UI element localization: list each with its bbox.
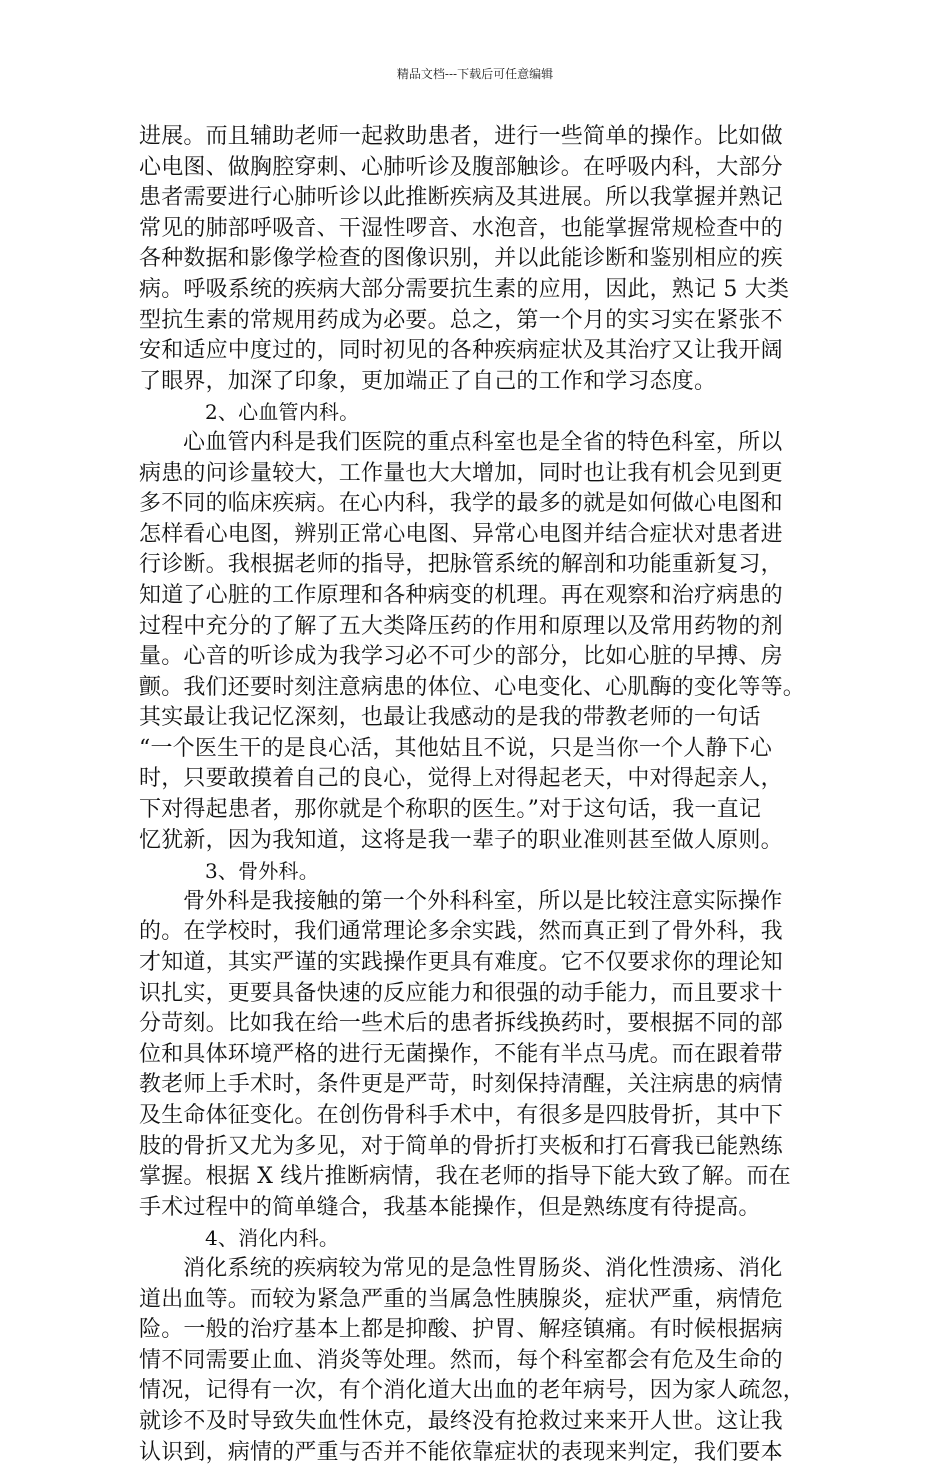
text-line: “一个医生干的是良心活，其他姑且不说，只是当你一个人静下心 [139,735,773,761]
text-line: 情不同需要止血、消炎等处理。然而，每个科室都会有危及生命的 [139,1347,783,1373]
text-line: 道出血等。而较为紧急严重的当属急性胰腺炎，症状严重，病情危 [139,1286,783,1312]
text-line: 位和具体环境严格的进行无菌操作，不能有半点马虎。而在跟着带 [139,1041,783,1067]
section-heading: 3、骨外科。 [205,859,319,884]
text-line: 肢的骨折又尤为多见，对于简单的骨折打夹板和打石膏我已能熟练 [139,1133,783,1159]
text-line: 量。心音的听诊成为我学习必不可少的部分，比如心脏的早搏、房 [139,644,783,670]
text-line: 手术过程中的简单缝合，我基本能操作，但是熟练度有待提高。 [139,1194,761,1220]
text-line: 怎样看心电图，辨别正常心电图、异常心电图并结合症状对患者进 [139,521,783,547]
text-line: 教老师上手术时，条件更是严苛，时刻保持清醒，关注病患的病情 [139,1072,783,1098]
page-header: 精品文档---下载后可任意编辑 [396,67,554,81]
text-line: 消化系统的疾病较为常见的是急性胃肠炎、消化性溃疡、消化 [183,1255,783,1281]
text-line: 过程中充分的了解了五大类降压药的作用和原理以及常用药物的剂 [139,613,783,639]
section-heading: 2、心血管内科。 [205,400,360,425]
text-line: 安和适应中度过的，同时初见的各种疾病症状及其治疗又让我开阔 [139,338,783,364]
text-line: 就诊不及时导致失血性休克，最终没有抢救过来来开人世。这让我 [139,1408,783,1434]
document-body [139,122,829,1468]
text-line: 心血管内科是我们医院的重点科室也是全省的特色科室，所以 [183,429,783,455]
text-line: 病患的问诊量较大，工作量也大大增加，同时也让我有机会见到更 [139,460,783,486]
text-line: 识扎实，更要具备快速的反应能力和很强的动手能力，而且要求十 [139,980,783,1006]
text-line: 颤。我们还要时刻注意病患的体位、心电变化、心肌酶的变化等等。 [139,674,806,700]
section-heading: 4、消化内科。 [205,1226,340,1251]
text-line: 忆犹新，因为我知道，这将是我一辈子的职业准则甚至做人原则。 [139,827,783,853]
text-line: 下对得起患者，那你就是个称职的医生。”对于这句话，我一直记 [139,797,762,823]
text-line: 险。一般的治疗基本上都是抑酸、护胃、解痉镇痛。有时候根据病 [139,1317,783,1343]
text-line: 了眼界，加深了印象，更加端正了自己的工作和学习态度。 [139,368,717,394]
text-line: 及生命体征变化。在创伤骨科手术中，有很多是四肢骨折，其中下 [139,1103,783,1128]
text-line: 才知道，其实严谨的实践操作更具有难度。它不仅要求你的理论知 [139,950,783,976]
text-line: 各种数据和影像学检查的图像识别，并以此能诊断和鉴别相应的疾 [139,246,783,272]
text-line: 认识到，病情的严重与否并不能依靠症状的表现来判定，我们要本 [139,1439,783,1465]
text-line: 进展。而且辅助老师一起救助患者，进行一些简单的操作。比如做 [139,124,783,149]
text-line: 型抗生素的常规用药成为必要。总之，第一个月的实习实在紧张不 [139,307,783,333]
text-line: 情况，记得有一次，有个消化道大出血的老年病号，因为家人疏忽， [139,1378,806,1404]
text-line: 心电图、做胸腔穿刺、心肺听诊及腹部触诊。在呼吸内科，大部分 [139,154,783,180]
text-line: 常见的肺部呼吸音、干湿性啰音、水泡音，也能掌握常规检查中的 [139,215,783,241]
text-line: 骨外科是我接触的第一个外科科室，所以是比较注意实际操作 [183,888,783,914]
text-line: 时，只要敢摸着自己的良心，觉得上对得起老天，中对得起亲人， [139,766,783,792]
text-line: 病。呼吸系统的疾病大部分需要抗生素的应用，因此，熟记 5 大类 [139,276,790,302]
text-line: 其实最让我记忆深刻，也最让我感动的是我的带教老师的一句话 [139,705,761,731]
text-line: 行诊断。我根据老师的指导，把脉管系统的解剖和功能重新复习， [139,552,783,578]
text-line: 分苛刻。比如我在给一些术后的患者拆线换药时，要根据不同的部 [139,1011,783,1037]
text-line: 多不同的临床疾病。在心内科，我学的最多的就是如何做心电图和 [139,491,783,517]
text-line: 的。在学校时，我们通常理论多余实践，然而真正到了骨外科，我 [139,919,783,945]
text-line: 知道了心脏的工作原理和各种病变的机理。再在观察和治疗病患的 [139,582,783,608]
text-line: 掌握。根据 X 线片推断病情，我在老师的指导下能大致了解。而在 [139,1164,791,1190]
text-line: 患者需要进行心肺听诊以此推断疾病及其进展。所以我掌握并熟记 [139,185,783,211]
